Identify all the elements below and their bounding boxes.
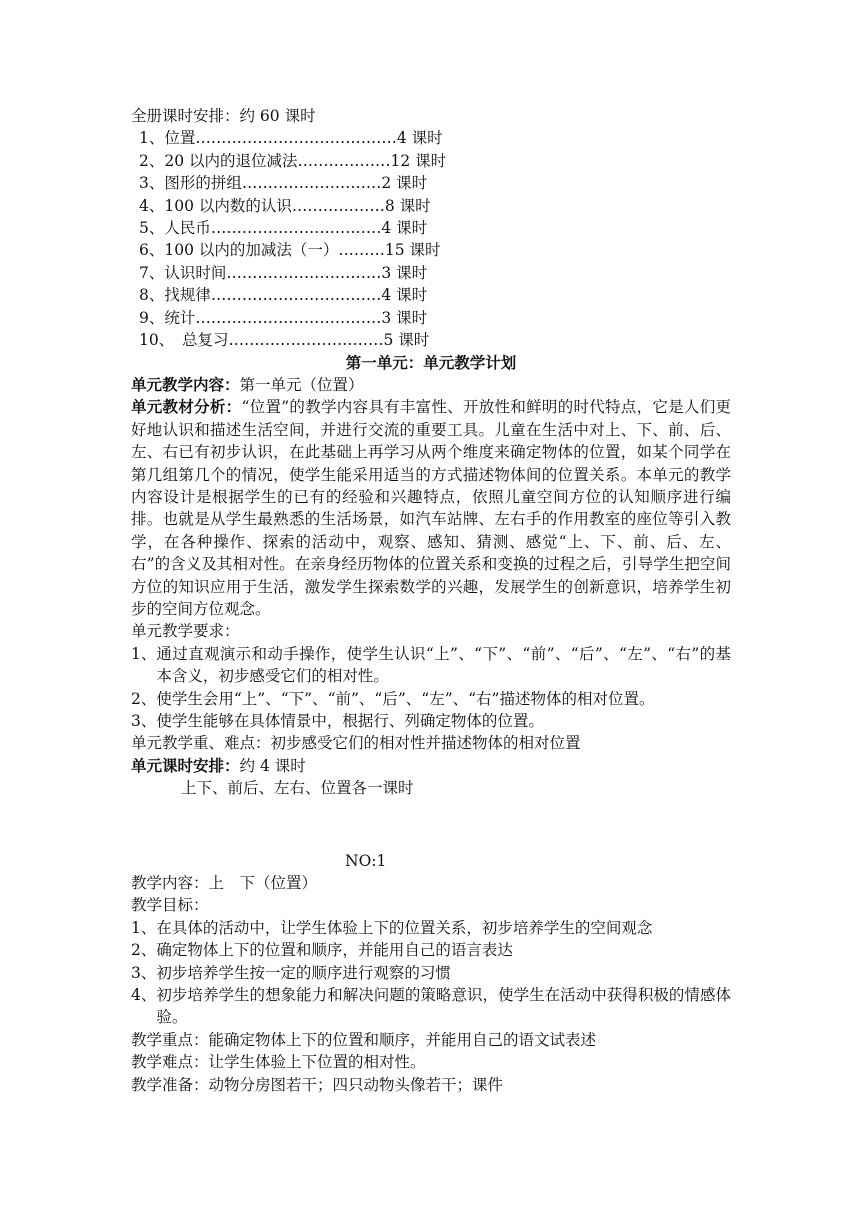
lesson-goal xyxy=(131,917,731,939)
requirement-num: 2、 xyxy=(131,689,157,708)
course-schedule xyxy=(131,105,731,351)
unit-content-label: 单元教学内容： xyxy=(131,375,240,394)
lesson-goal xyxy=(131,984,731,1029)
lesson-preparation: 教学准备：动物分房图若干；四只动物头像若干；课件 xyxy=(131,1075,504,1094)
requirements-label: 单元教学要求： xyxy=(131,622,240,641)
schedule-item: 6、100 以内的加减法（一）………15 课时 xyxy=(139,241,441,260)
schedule-item: 7、认识时间…………………………3 课时 xyxy=(139,263,428,282)
requirement-item xyxy=(131,710,731,732)
schedule-item: 9、统计………………………………3 课时 xyxy=(139,308,428,327)
schedule-item: 2、20 以内的退位减法………………12 课时 xyxy=(139,151,447,170)
lesson-goal xyxy=(131,939,731,961)
schedule-item: 10、 总复习…………………………5 课时 xyxy=(139,330,430,349)
lesson-number: NO:1 xyxy=(345,852,387,870)
schedule-item: 4、100 以内数的认识………………8 课时 xyxy=(139,196,431,215)
schedule-title: 全册课时安排：约 60 课时 xyxy=(131,107,316,125)
requirement-item xyxy=(131,688,731,710)
unit-analysis xyxy=(131,396,731,620)
lesson-focus: 教学重点：能确定物体上下的位置和顺序，并能用自己的语文试表述 xyxy=(131,1030,597,1049)
key-points: 单元教学重、难点：初步感受它们的相对性并描述物体的相对位置 xyxy=(131,734,581,753)
lesson-content: 教学内容：上 下（位置） xyxy=(131,874,318,892)
unit-hours-label: 单元课时安排： xyxy=(131,755,240,775)
goal-num: 3、 xyxy=(131,963,157,982)
goal-num: 4、 xyxy=(131,986,157,1004)
goal-text: 确定物体上下的位置和顺序，并能用自己的语言表达 xyxy=(156,941,513,960)
lesson-plan xyxy=(131,872,731,1096)
goal-text: 初步培养学生按一定的顺序进行观察的习惯 xyxy=(156,963,451,982)
requirement-text: 通过直观演示和动手操作，使学生认识“上”、“下”、“前”、“后”、“左”、“右”的基本含义，初步感受它们的相对性。 xyxy=(156,644,731,686)
requirement-num: 1、 xyxy=(131,644,157,663)
requirement-text: 使学生能够在具体情景中，根据行、列确定物体的位置。 xyxy=(156,712,544,731)
lesson-difficulty: 教学难点：让学生体验上下位置的相对性。 xyxy=(131,1053,426,1072)
requirement-item xyxy=(131,643,731,688)
goal-text: 在具体的活动中，让学生体验上下的位置关系，初步培养学生的空间观念 xyxy=(156,918,653,937)
requirement-num: 3、 xyxy=(131,712,157,731)
unit-plan xyxy=(131,374,731,800)
schedule-item: 8、找规律……………………………4 课时 xyxy=(139,286,428,305)
unit-title: 第一单元：单元教学计划 xyxy=(345,353,517,372)
goal-text: 初步培养学生的想象能力和解决问题的策略意识，使学生在活动中获得积极的情感体验。 xyxy=(156,986,731,1027)
unit-analysis-label: 单元教材分析： xyxy=(131,397,242,417)
unit-hours-value: 约 4 课时 xyxy=(239,756,306,775)
goal-num: 2、 xyxy=(131,941,157,960)
unit-content-value: 第一单元（位置） xyxy=(239,376,364,394)
unit-analysis-text: “位置”的教学内容具有丰富性、开放性和鲜明的时代特点，它是人们更好地认识和描述生活空间，并进行交流的重要工具。儿童在生活中对上、下、前、后、左、右已有初步认识，在此基础上再学习从两个维度来确定物体的位置，如某个同学在第几组第几个的情况，使学生能采用适当的方式描述物体间的位置关系。本单元的教学内容设计是根据学生的已有的经验和兴趣特点，依照儿童空间方位的认知顺序进行编排。也就是从学生最熟悉的生活场景，如汽车站牌、左右手的作用教室的座位等引入教学，在各种操作、探索的活动中，观察、感知、猜测、感觉“上、下、前、后、左、右”的含义及其相对性。在亲身经历物体的位置关系和变换的过程之后，引导学生把空间方位的知识应用于生活，激发学生探索数学的兴趣，发展学生的创新意识，培养学生初步的空间方位观念。 xyxy=(131,398,731,619)
unit-hours-detail: 上下、前后、左右、位置各一课时 xyxy=(181,779,414,798)
schedule-item: 1、位置…………………………………4 课时 xyxy=(139,129,443,148)
goal-num: 1、 xyxy=(131,918,157,937)
lesson-goal xyxy=(131,962,731,984)
schedule-item: 3、图形的拼组………………………2 课时 xyxy=(139,174,428,193)
schedule-item: 5、人民币……………………………4 课时 xyxy=(139,218,428,237)
lesson-goals-label: 教学目标： xyxy=(131,896,209,915)
requirement-text: 使学生会用“上”、“下”、“前”、“后”、“左”、“右”描述物体的相对位置。 xyxy=(156,689,655,708)
